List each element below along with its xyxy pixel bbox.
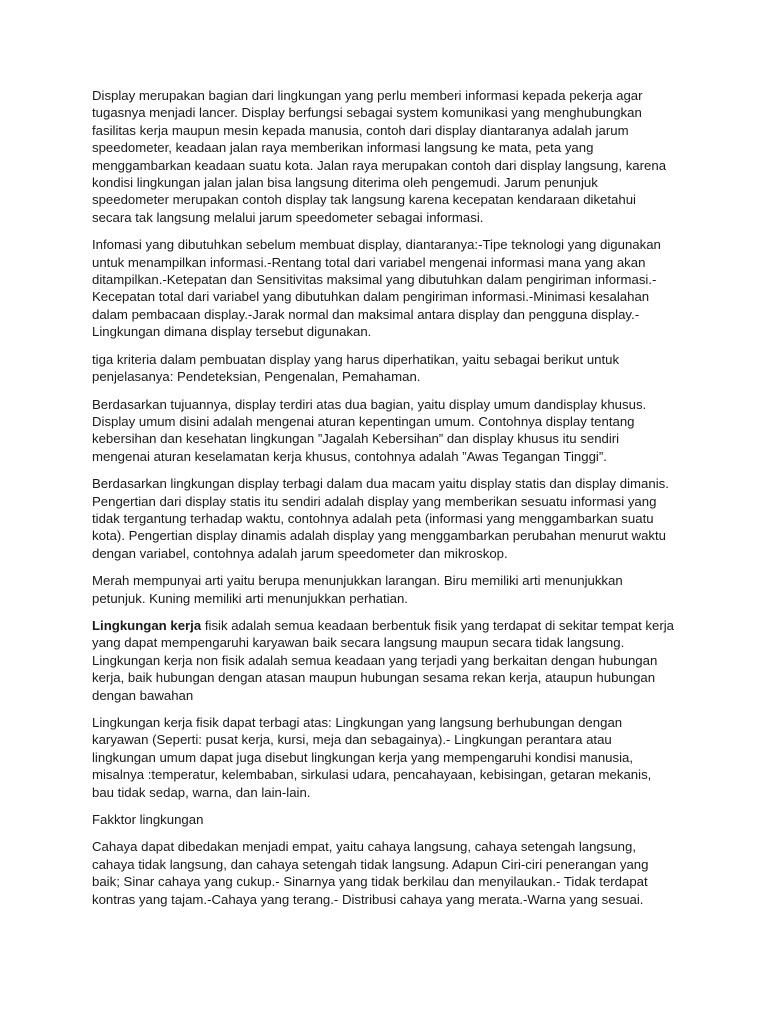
paragraph-lighting: Cahaya dapat dibedakan menjadi empat, yaitu cahaya langsung, cahaya setengah langsung, cahaya tidak langsung, dan cahaya setengah tidak langsung. Adapun Ciri-ciri penerangan yang baik; Sinar cahaya yang cukup.- Sinarnya yang tidak berkilau dan menyilaukan.- Tidak terdapat kontras yang tajam.-Cahaya yang terang.- Distribusi cahaya yang merata.-Warna yang sesuai. bbox=[92, 839, 649, 907]
paragraph-color-meaning: Merah mempunyai arti yaitu berupa menunjukkan larangan. Biru memiliki arti menunjukkan petunjuk. Kuning memiliki arti menunjukkan perhatian. bbox=[92, 573, 623, 606]
paragraph-display-criteria: tiga kriteria dalam pembuatan display yang harus diperhatikan, yaitu sebagai berikut untuk penjelasanya: Pendeteksian, Pengenalan, Pemahaman. bbox=[92, 351, 620, 385]
paragraph-display-static-dynamic: Berdasarkan lingkungan display terbagi dalam dua macam yaitu display statis dan display dimanis. Pengertian dari display statis itu sendiri adalah display yang memberikan sesuatu informasi yang tidak tergantung terhadap waktu, contohnya adalah peta (informasi yang menggambarkan suatu kota). Pengertian display dinamis adalah display yang menggambarkan perubahan menurut waktu dengan variabel, contohnya adalah jarum speedometer dan mikroskop. bbox=[92, 476, 669, 561]
paragraph-environment-factor-heading: Fakktor lingkungan bbox=[92, 812, 204, 828]
paragraph-display-purpose: Berdasarkan tujuannya, display terdiri atas dua bagian, yaitu display umum dandisplay khusus. Display umum disini adalah mengenai aturan kepentingan umum. Contohnya display tentang kebersihan dan kesehatan lingkungan ”Jagalah Kebersihan” dan display khusus itu sendiri mengenai aturan keselamatan kerja khusus, contohnya adalah ”Awas Tegangan Tinggi”. bbox=[92, 396, 647, 464]
paragraph-display-information-needs: Infomasi yang dibutuhkan sebelum membuat display, diantaranya:-Tipe teknologi yang digunakan untuk menampilkan informasi.-Rentang total dari variabel mengenai informasi mana yang akan ditampilkan.-Ketepatan dan Sensitivitas maksimal yang dibutuhkan dalam pengiriman informasi.-Kecepatan total dari variabel yang dibutuhkan dalam pengiriman informasi.-Minimasi kesalahan dalam pembacaan display.-Jarak normal dan maksimal antara display dan pengguna display.-Lingkungan dimana display tersebut digunakan. bbox=[92, 237, 661, 340]
bold-term-lingkungan-kerja: Lingkungan kerja bbox=[92, 617, 202, 633]
paragraph-work-environment-text: fisik adalah semua keadaan berbentuk fisik yang terdapat di sekitar tempat kerja yang dapat mempengaruhi karyawan baik secara langsung maupun secara tidak langsung. Lingkungan kerja non fisik adalah semua keadaan yang terjadi yang berkaitan dengan hubungan kerja, baik hubungan dengan atasan maupun hubungan sesama rekan kerja, ataupun hubungan dengan bawahan bbox=[92, 617, 675, 703]
document-page bbox=[92, 87, 674, 918]
paragraph-work-environment bbox=[92, 617, 674, 704]
paragraph-display-definition: Display merupakan bagian dari lingkungan yang perlu memberi informasi kepada pekerja agar tugasnya menjadi lancer. Display berfungsi sebagai system komunikasi yang menghubungkan fasilitas kerja maupun mesin kepada manusia, contoh dari display diantaranya adalah jarum speedometer, keadaan jalan raya memberikan informasi langsung ke mata, peta yang menggambarkan keadaan suatu kota. Jalan raya merupakan contoh dari display langsung, karena kondisi lingkungan jalan jalan bisa langsung diterima oleh pengemudi. Jarum penunjuk speedometer merupakan contoh display tak langsung karena kecepatan kendaraan diketahui secara tak langsung melalui jarum speedometer sebagai informasi. bbox=[92, 88, 667, 225]
paragraph-physical-environment: Lingkungan kerja fisik dapat terbagi atas: Lingkungan yang langsung berhubungan dengan karyawan (Seperti: pusat kerja, kursi, meja dan sebagainya).- Lingkungan perantara atau lingkungan umum dapat juga disebut lingkungan kerja yang mempengaruhi kondisi manusia, misalnya :temperatur, kelembaban, sirkulasi udara, pencahayaan, kebisingan, getaran mekanis, bau tidak sedap, warna, dan lain-lain. bbox=[92, 715, 652, 800]
